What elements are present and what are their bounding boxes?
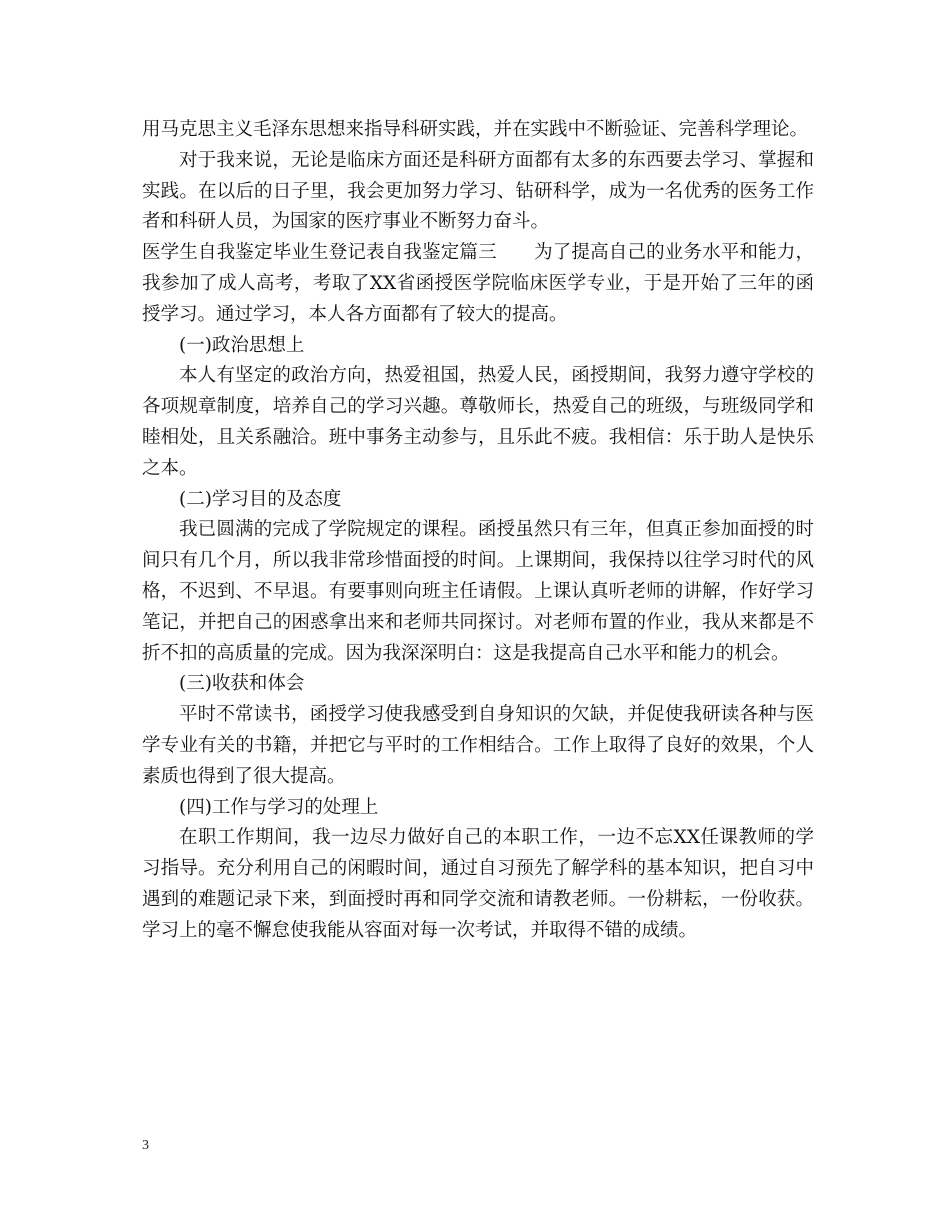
- section-heading-3: (三)收获和体会: [179, 673, 305, 695]
- section-heading-4: (四)工作与学习的处理上: [179, 796, 379, 818]
- paragraph-3: 医学生自我鉴定毕业生登记表自我鉴定篇三 为了提高自己的业务水平和能力，我参加了成人高考，考取了XX省函授医学院临床医学专业，于是开始了三年的函授学习。通过学习，本人各方面都有了较大的提高。: [142, 242, 814, 325]
- paragraph-5: 本人有坚定的政治方向，热爱祖国，热爱人民，函授期间，我努力遵守学校的各项规章制度，培养自己的学习兴趣。尊敬师长，热爱自己的班级，与班级同学和睦相处，且关系融洽。班中事务主动参与，且乐此不疲。我相信：乐于助人是快乐之本。: [142, 365, 814, 479]
- paragraph-2: 对于我来说，无论是临床方面还是科研方面都有太多的东西要去学习、掌握和实践。在以后的日子里，我会更加努力学习、钻研科学，成为一名优秀的医务工作者和科研人员，为国家的医疗事业不断努力奋斗。: [142, 149, 814, 233]
- paragraph-1: 用马克思主义毛泽东思想来指导科研实践，并在实践中不断验证、完善科学理论。: [142, 119, 809, 140]
- paragraph-9: 平时不常读书，函授学习使我感受到自身知识的欠缺，并促使我研读各种与医学专业有关的书籍，并把它与平时的工作相结合。工作上取得了良好的效果，个人素质也得到了很大提高。: [142, 704, 814, 787]
- section-heading-1: (一)政治思想上: [179, 334, 305, 356]
- paragraph-7: 我已圆满的完成了学院规定的课程。函授虽然只有三年，但真正参加面授的时间只有几个月，所以我非常珍惜面授的时间。上课期间，我保持以往学习时代的风格，不迟到、不早退。有要事则向班主任请假。上课认真听老师的讲解，作好学习笔记，并把自己的困惑拿出来和老师共同探讨。对老师布置的作业，我从来都是不折不扣的高质量的完成。因为我深深明白：这是我提高自己水平和能力的机会。: [142, 519, 814, 664]
- body-text: [142, 115, 814, 947]
- page-number: 3: [142, 1138, 149, 1153]
- paragraph-11: 在职工作期间，我一边尽力做好自己的本职工作，一边不忘XX任课教师的学习指导。充分利用自己的闲暇时间，通过自习预先了解学科的基本知识，把自习中遇到的难题记录下来，到面授时再和同学交流和请教老师。一份耕耘，一份收获。学习上的毫不懈怠使我能从容面对每一次考试，并取得不错的成绩。: [142, 827, 814, 941]
- section-heading-2: (二)学习目的及态度: [179, 488, 342, 510]
